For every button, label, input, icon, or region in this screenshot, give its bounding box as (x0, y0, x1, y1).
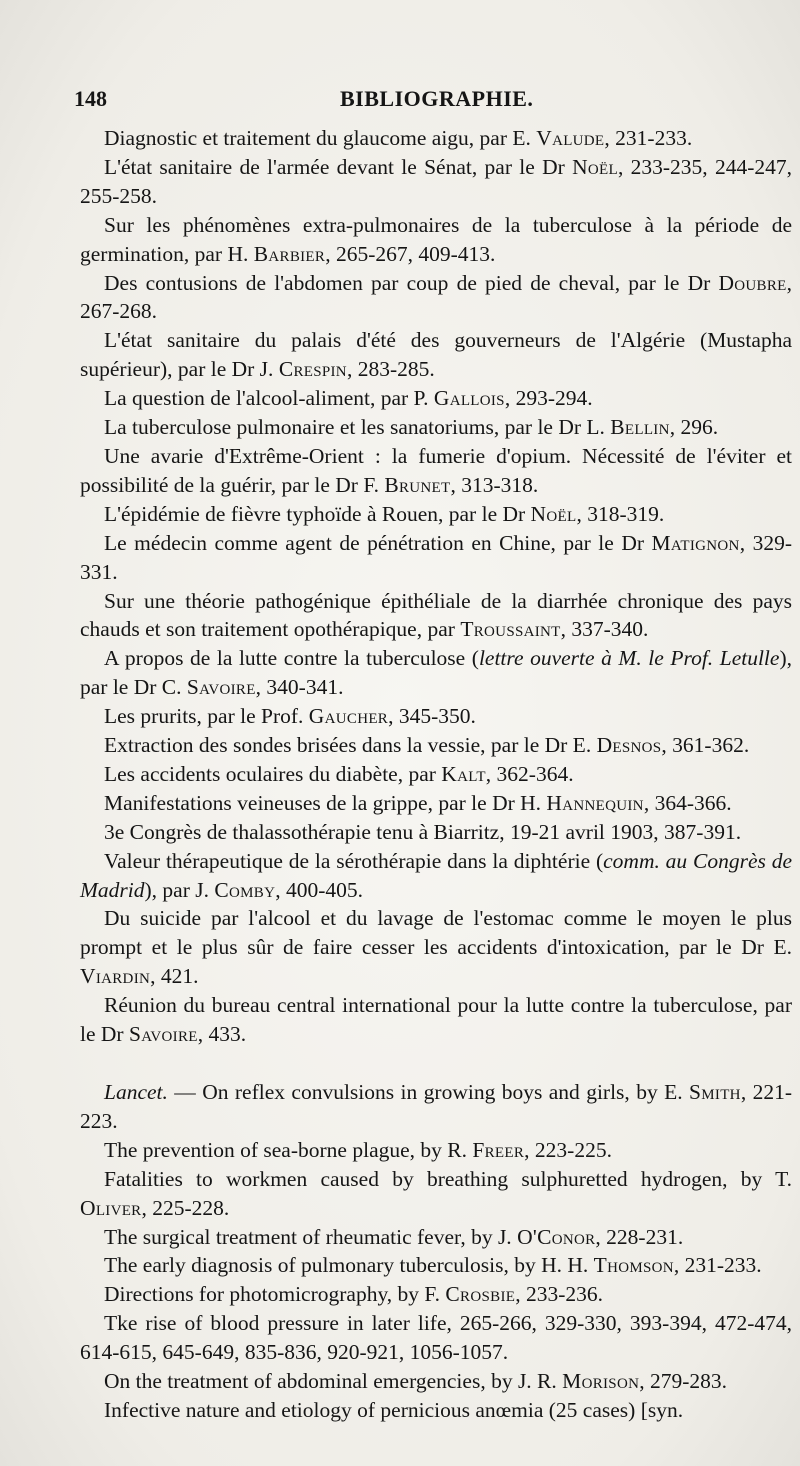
entry-italic: lettre ouverte à M. le Prof. Letulle (478, 646, 780, 671)
entry-pages: , 225-228. (141, 1195, 230, 1220)
entry-pages: , 345-350. (388, 704, 476, 729)
bibliography-entry (80, 529, 792, 587)
bibliography-entry (80, 760, 792, 789)
entry-pages: , 228-231. (595, 1224, 684, 1249)
bibliography-entry (80, 326, 792, 384)
entry-pages: , 267-268. (80, 270, 792, 324)
bibliography-entry (80, 1165, 792, 1223)
bibliography-entry (80, 384, 792, 413)
entry-author: Gallois (433, 386, 505, 411)
entry-text: Diagnostic et traitement du glaucome aigu, par E. (104, 126, 537, 150)
entry-pages: , 279-283. (639, 1369, 728, 1394)
entry-pages: , 223-225. (524, 1137, 612, 1162)
entry-pages: , 283-285. (346, 357, 435, 382)
bibliography-entry (80, 904, 792, 991)
entry-text: The prevention of sea-borne plague, by R. (104, 1137, 473, 1162)
entry-pages: , 421. (150, 964, 199, 989)
entry-author: Comby (214, 877, 276, 902)
bibliography-entry (80, 1136, 792, 1165)
entry-pages: , 362-364. (485, 761, 574, 786)
bibliography-entry (80, 1251, 792, 1280)
entry-text: Les accidents oculaires du diabète, par (104, 761, 442, 786)
entry-text: L'état sanitaire du palais d'été des gouverneurs de l'Algérie (Mustapha supérieur), par le Dr J. (80, 328, 792, 382)
entry-text: A propos de la lutte contre la tuberculose ( (104, 646, 479, 671)
entry-italic: comm. au Congrès de Madrid (80, 848, 792, 902)
bibliography-entry (80, 153, 792, 211)
bibliography-entry (80, 587, 792, 645)
bibliography-entry (80, 1367, 792, 1396)
entry-text: ), par J. (144, 877, 215, 902)
entry-pages: , 400-405. (275, 877, 364, 902)
bibliography-entry (80, 644, 792, 702)
entry-text: 3e Congrès de thalassothérapie tenu à Biarritz, 19-21 avril 1903, 387-391. (104, 819, 742, 844)
entry-author: Gaucher (308, 704, 389, 729)
entry-pages: , 265-267, 409-413. (325, 241, 496, 266)
french-entries (80, 124, 792, 1049)
entry-text: On the treatment of abdominal emergencies, by J. R. (104, 1369, 563, 1394)
entry-pages: , 364-366. (643, 790, 732, 815)
entry-text: Sur une théorie pathogénique épithéliale de la diarrhée chronique des pays chauds et son traitement opothérapique, par (80, 588, 792, 642)
bibliography-body (80, 124, 792, 1425)
entry-author: Savoire (186, 675, 256, 700)
bibliography-entry (80, 124, 792, 153)
bibliography-entry (80, 442, 792, 500)
entry-author: Freer (472, 1137, 525, 1162)
entry-author: Smith (689, 1080, 741, 1104)
bibliography-entry (80, 1223, 792, 1252)
entry-text: Réunion du bureau central international pour la lutte contre la tuberculose, par le Dr (80, 993, 792, 1047)
entry-pages: , 433. (197, 1022, 247, 1047)
entry-text: Fatalities to workmen caused by breathing sulphuretted hydrogen, by T. (104, 1166, 792, 1191)
bibliography-entry (80, 789, 792, 818)
bibliography-entry (80, 818, 792, 847)
entry-pages: , 221-223. (80, 1080, 792, 1133)
lancet-entry (80, 1078, 792, 1136)
entry-author: Thomson (593, 1253, 674, 1278)
entry-text: ), par le Dr C. (80, 646, 793, 700)
entry-text: Manifestations veineuses de la grippe, par le Dr H. (104, 790, 547, 815)
bibliography-entry (80, 500, 792, 529)
entry-text: Du suicide par l'alcool et du lavage de l'estomac comme le moyen le plus prompt et le plus sûr de faire cesser les accidents d'intoxication, par le Dr E. (80, 906, 792, 960)
journal-name: Lancet. (104, 1080, 168, 1104)
entry-author: Brunet (384, 472, 451, 497)
entry-pages: , 231-233. (673, 1253, 762, 1278)
entry-text: Extraction des sondes brisées dans la vessie, par le Dr E. (104, 733, 597, 758)
bibliography-entry (80, 211, 792, 269)
entry-text: L'épidémie de fièvre typhoïde à Rouen, par le Dr (104, 501, 531, 526)
entry-text: Les prurits, par le Prof. (104, 704, 309, 729)
entry-pages: , 233-236. (515, 1282, 604, 1307)
entry-text: The surgical treatment of rheumatic fever, by J. (104, 1224, 518, 1249)
entry-text: Le médecin comme agent de pénétration en Chine, par le Dr (104, 530, 652, 555)
entry-pages: , 340-341. (255, 675, 344, 700)
entry-author: Crespin (278, 357, 347, 382)
entry-text: La question de l'alcool-aliment, par P. (104, 386, 434, 411)
entry-text: — On reflex convulsions in growing boys and girls, by E. (167, 1080, 690, 1104)
entry-author: Bellin (610, 415, 670, 440)
entry-author: Morison (562, 1369, 640, 1394)
entry-author: Crosbie (445, 1282, 516, 1307)
entry-author: Oliver (80, 1195, 142, 1220)
bibliography-entry (80, 847, 792, 905)
entry-author: Noël (530, 501, 577, 526)
entry-author: Matignon (651, 530, 740, 555)
bibliography-entry (80, 413, 792, 442)
entry-pages: , 329-331. (80, 530, 792, 584)
entry-text: Des contusions de l'abdomen par coup de pied de cheval, par le Dr (104, 270, 719, 295)
entry-pages: , 233-235, 244-247, 255-258. (80, 154, 792, 208)
entry-author: Viardin (80, 964, 151, 989)
entry-author: Noël (572, 154, 618, 179)
entry-text: L'état sanitaire de l'armée devant le Sénat, par le Dr (104, 154, 573, 179)
entry-text: Valeur thérapeutique de la sérothérapie dans la diphtérie ( (104, 848, 604, 873)
entry-pages: , 296. (669, 415, 719, 440)
bibliography-entry (80, 702, 792, 731)
bibliography-entry (80, 1396, 792, 1425)
bibliography-entry (80, 991, 792, 1049)
entry-author: Hannequin (546, 790, 644, 815)
entry-text: Tke rise of blood pressure in later life, 265-266, 329-330, 393-394, 472-474, 614-615, 645-649, 835-836, 920-921, 1056-1057. (80, 1311, 792, 1365)
entry-pages: , 361-362. (661, 733, 750, 758)
entry-text: Infective nature and etiology of pernicious anœmia (25 cases) [syn. (104, 1397, 684, 1422)
english-entries (80, 1136, 792, 1425)
entry-text: La tuberculose pulmonaire et les sanatoriums, par le Dr L. (104, 415, 611, 440)
entry-pages: , 313-318. (450, 472, 539, 497)
entry-author: Desnos (596, 733, 662, 758)
entry-author: Kalt (441, 761, 486, 786)
section-gap (80, 1049, 792, 1078)
entry-text: Une avarie d'Extrême-Orient : la fumerie d'opium. Nécessité de l'éviter et possibilité de la guérir, par le Dr F. (80, 443, 792, 497)
entry-pages: , 293-294. (504, 386, 593, 411)
entry-text: The early diagnosis of pulmonary tuberculosis, by H. H. (104, 1253, 594, 1278)
page-title: BIBLIOGRAPHIE. (340, 86, 534, 111)
entry-author: Barbier (253, 241, 326, 266)
page-header (74, 86, 780, 116)
entry-author: Valude (536, 126, 605, 150)
entry-text: Sur les phénomènes extra-pulmonaires de la tuberculose à la période de germination, par H. (80, 212, 792, 266)
entry-text: Directions for photomicrography, by F. (104, 1282, 446, 1307)
entry-author: Troussaint (460, 617, 561, 642)
entry-pages: , 337-340. (560, 617, 649, 642)
bibliography-entry (80, 731, 792, 760)
entry-pages: , 231-233. (604, 126, 693, 150)
entry-pages: , 318-319. (576, 501, 665, 526)
bibliography-entry (80, 1280, 792, 1309)
entry-author: Savoire (128, 1022, 198, 1047)
entry-author: O'Conor (517, 1224, 596, 1249)
bibliography-entry (80, 1309, 792, 1367)
bibliography-entry (80, 269, 792, 327)
entry-author: Doubre (718, 270, 787, 295)
page-number: 148 (74, 86, 107, 111)
